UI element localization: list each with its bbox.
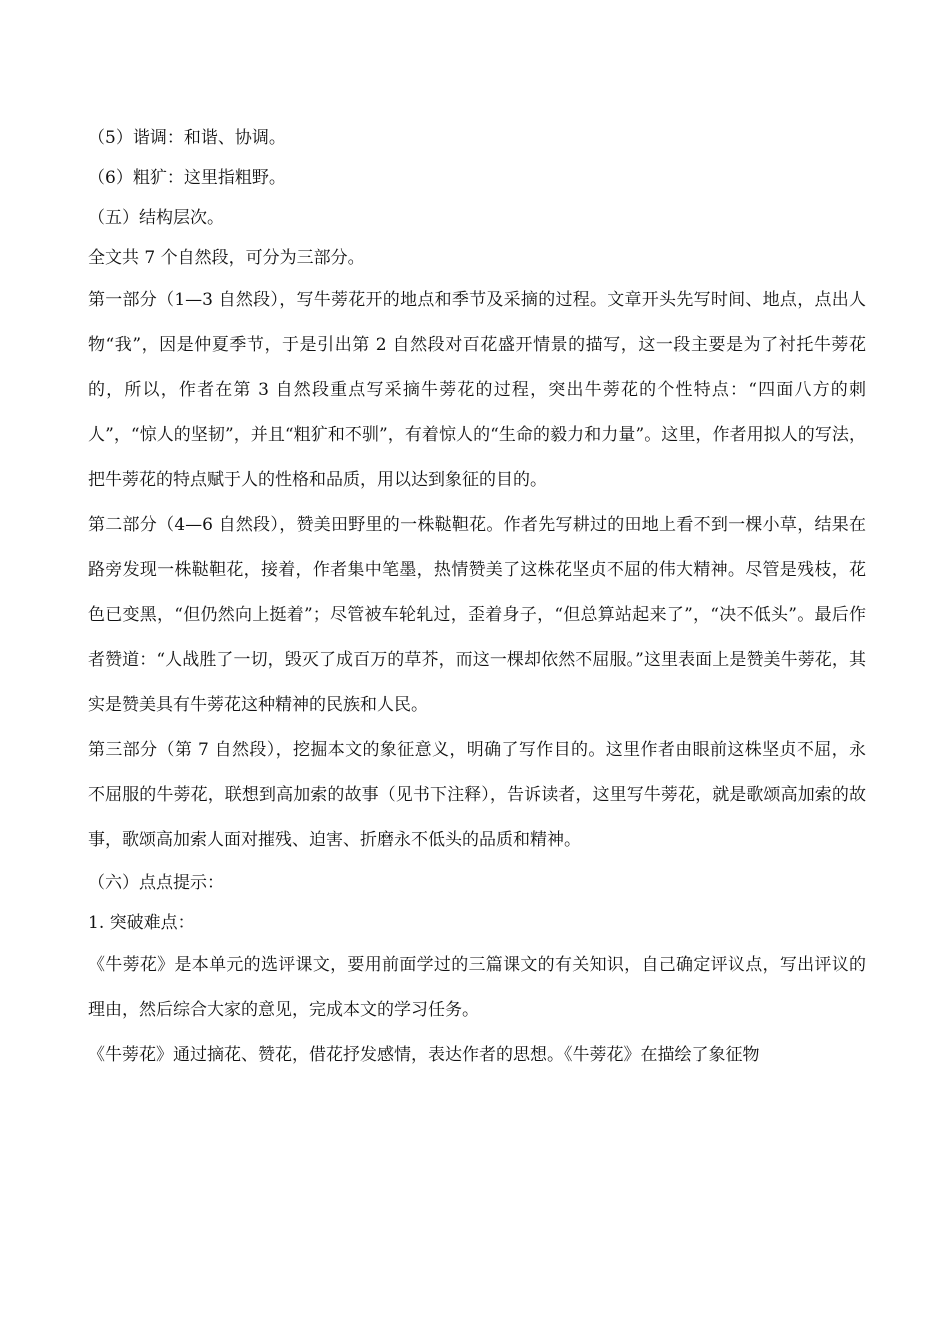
part-2-paragraph: 第二部分（4—6 自然段），赞美田野里的一株鞑靼花。作者先写耕过的田地上看不到一棵小草，结果在路旁发现一株鞑靼花，接着，作者集中笔墨，热情赞美了这株花坚贞不屈的伟大精神。尽管是残枝，花色已变黑，“但仍然向上挺着”；尽管被车轮轧过，歪着身子，“但总算站起来了”，“决不低头”。最后作者赞道：“人战胜了一切，毁灭了成百万的草芥，而这一棵却依然不屈服。”这里表面上是赞美牛蒡花，其实是赞美具有牛蒡花这种精神的民族和人民。	[88, 515, 866, 715]
part-3-paragraph: 第三部分（第 7 自然段），挖掘本文的象征意义，明确了写作目的。这里作者由眼前这株坚贞不屈，永不屈服的牛蒡花，联想到高加索的故事（见书下注释），告诉读者，这里写牛蒡花，就是歌颂高加索的故事，歌颂高加索人面对摧残、迫害、折磨永不低头的品质和精神。	[88, 740, 866, 850]
symbolism-paragraph: 《牛蒡花》通过摘花、赞花，借花抒发感情，表达作者的思想。《牛蒡花》在描绘了象征物	[88, 1045, 760, 1065]
note-5: （5）谐调：和谐、协调。	[88, 128, 286, 148]
difficulty-paragraph: 《牛蒡花》是本单元的选评课文，要用前面学过的三篇课文的有关知识，自己确定评议点，写出评议的理由，然后综合大家的意见，完成本文的学习任务。	[88, 955, 866, 1020]
section-5-heading: （五）结构层次。	[88, 208, 224, 228]
document-page	[88, 118, 866, 1078]
section-6-heading: （六）点点提示：	[88, 873, 224, 893]
part-1-paragraph: 第一部分（1—3 自然段），写牛蒡花开的地点和季节及采摘的过程。文章开头先写时间、地点，点出人物“我”，因是仲夏季节，于是引出第 2 自然段对百花盛开情景的描写，这一段主要是为了衬托牛蒡花的，所以，作者在第 3 自然段重点写采摘牛蒡花的过程，突出牛蒡花的个性特点：“四面八方的刺人”，“惊人的坚韧”，并且“粗犷和不驯”，有着惊人的“生命的毅力和力量”。这里，作者用拟人的写法，把牛蒡花的特点赋于人的性格和品质，用以达到象征的目的。	[88, 290, 866, 490]
note-6: （6）粗犷：这里指粗野。	[88, 168, 286, 188]
point-1-heading: 1. 突破难点：	[88, 913, 195, 933]
structure-summary: 全文共 7 个自然段，可分为三部分。	[88, 248, 365, 268]
